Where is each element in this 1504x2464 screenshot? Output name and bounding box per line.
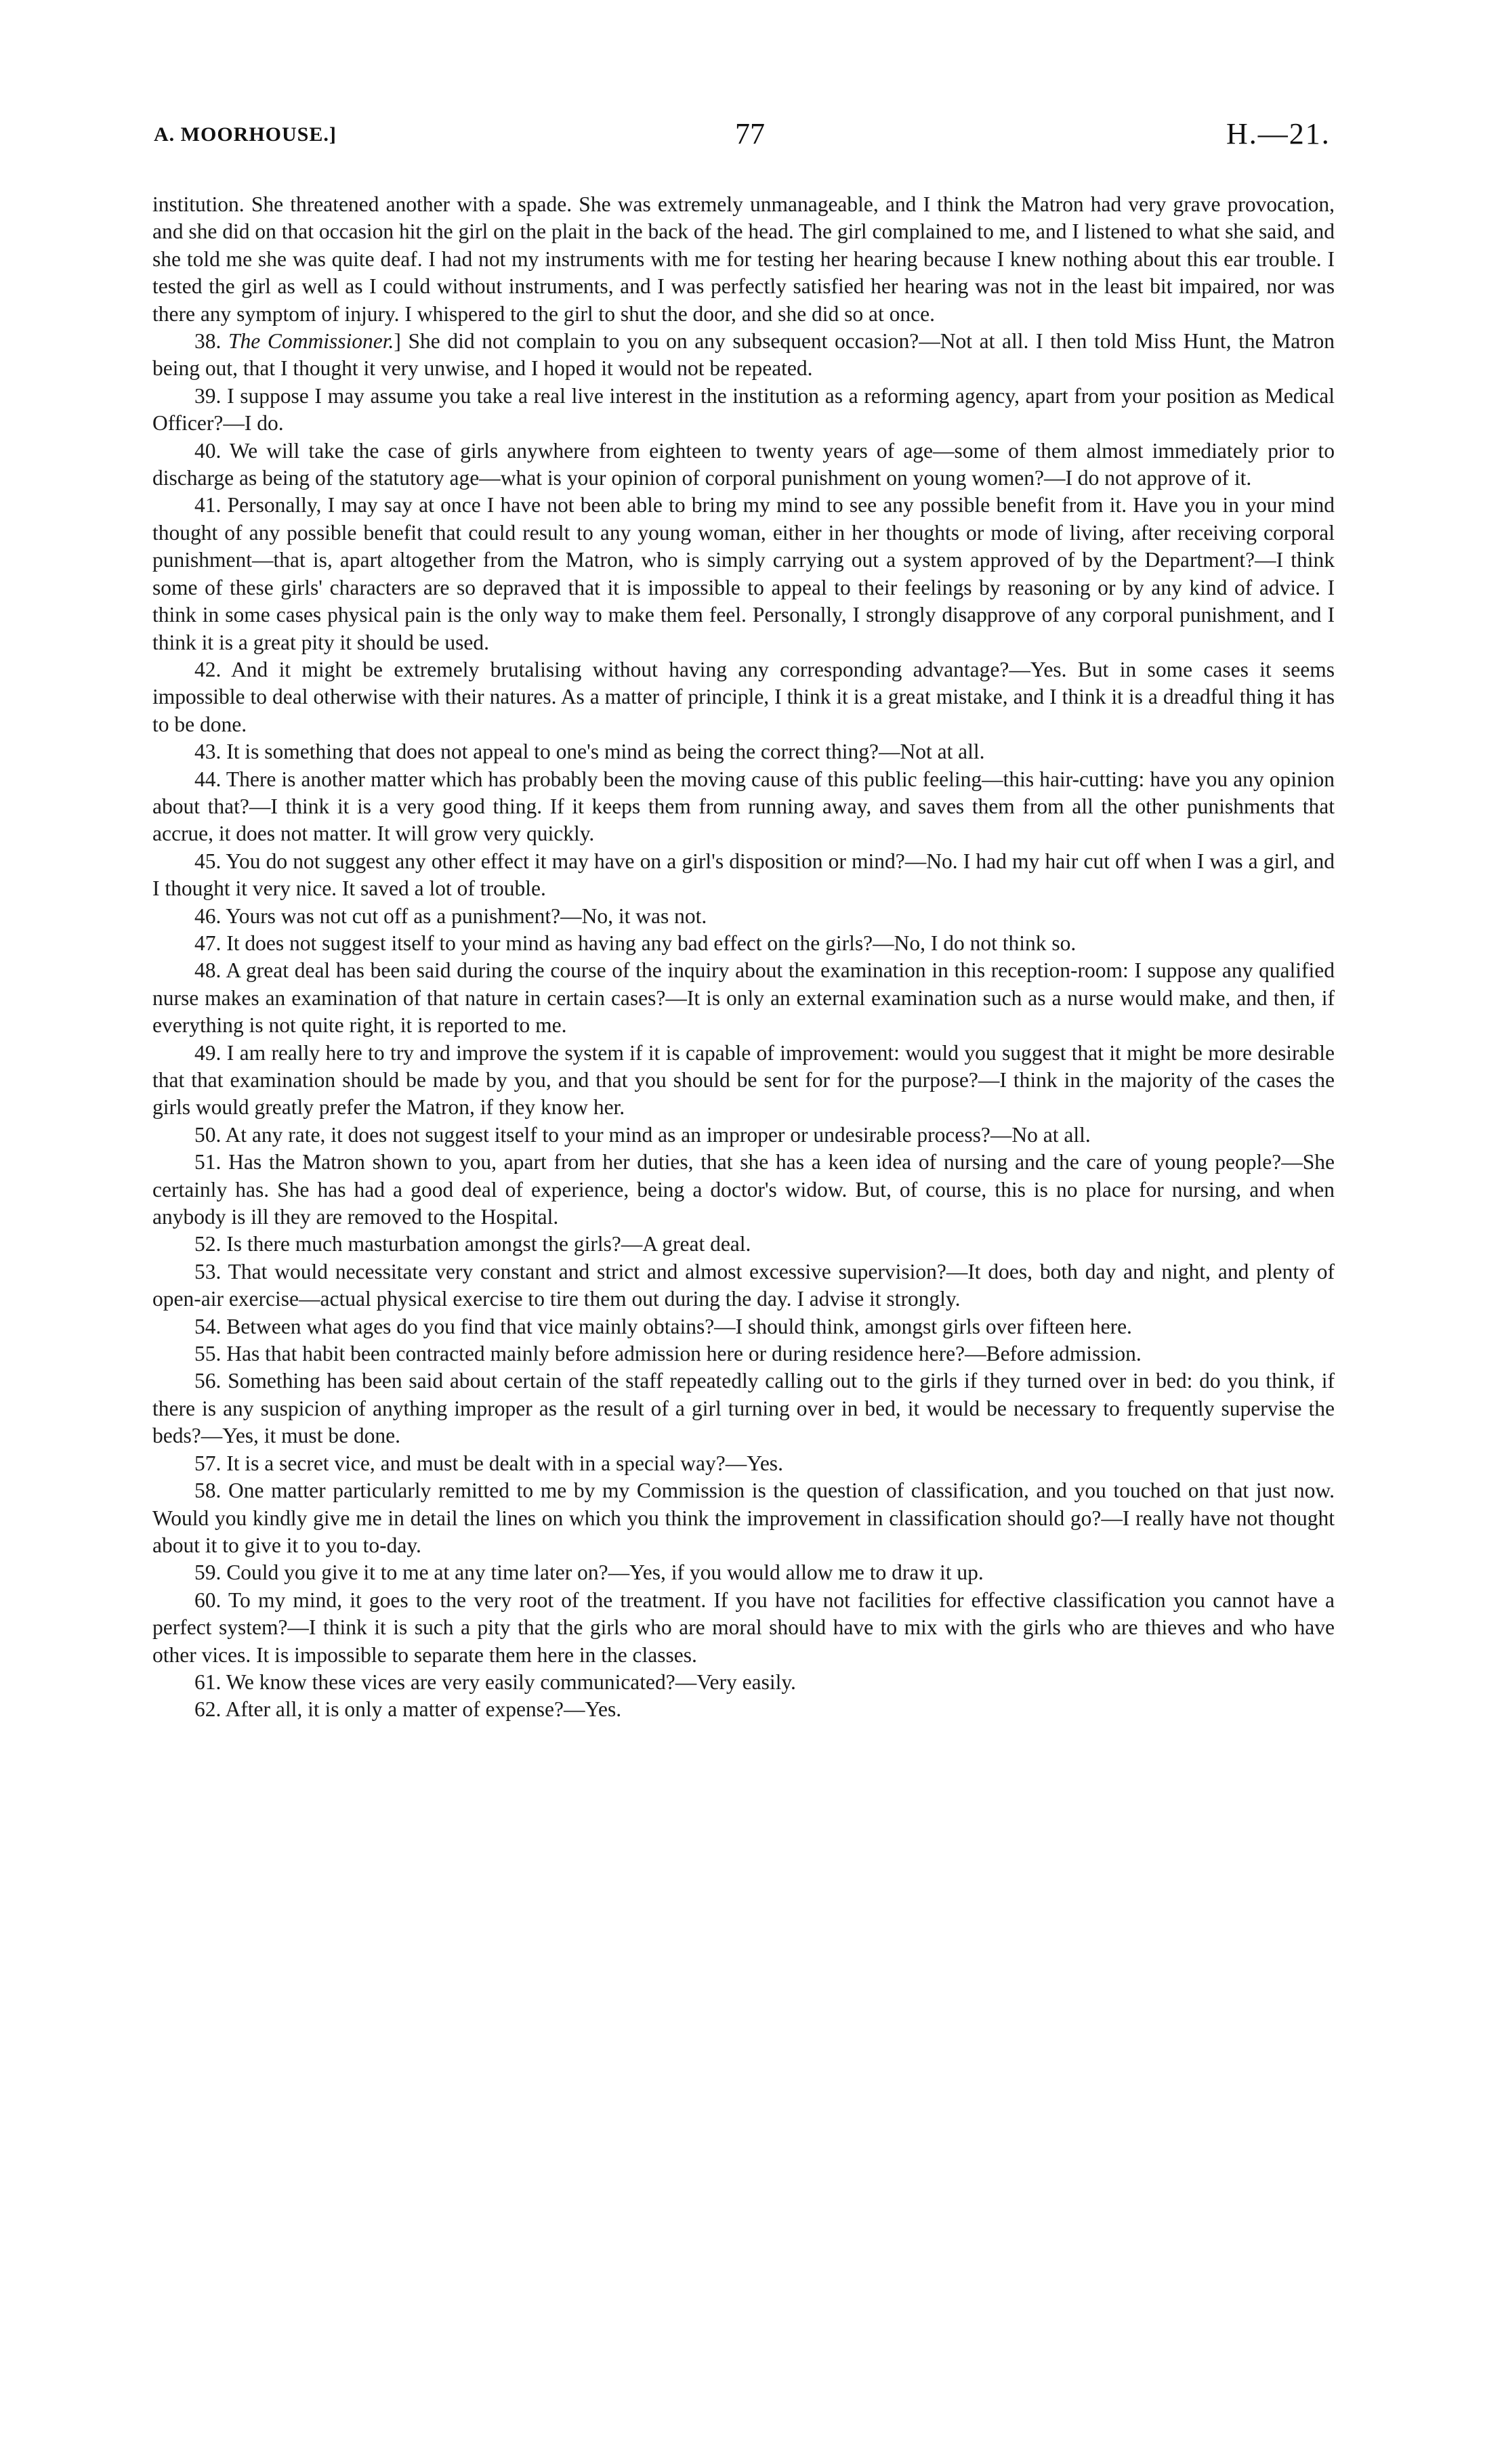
question-number: 46. [194,904,222,928]
paragraph-57: 57. It is a secret vice, and must be dealt with in a special way?—Yes. [194,1451,783,1475]
paragraph-62: 62. After all, it is only a matter of expense?—Yes. [194,1697,622,1722]
question-number: 41. [194,493,222,517]
question-number: 44. [194,767,222,791]
paragraph-46: 46. Yours was not cut off as a punishment?—No, it was not. [194,904,707,928]
question-number: 48. [194,958,222,983]
paragraph-54: 54. Between what ages do you find that vice mainly obtains?—I should think, amongst girls over fifteen here. [194,1314,1132,1338]
paragraph-45: 45. You do not suggest any other effect it may have on a girl's disposition or mind?—No. I had my hair cut off when I was a girl, and I thought it very nice. It saved a lot of trouble. [152,849,1335,901]
question-number: 58. [194,1479,222,1503]
question-number: 53. [194,1259,222,1283]
question-number: 40. [194,438,222,463]
paragraph-61: 61. We know these vices are very easily communicated?—Very easily. [194,1670,796,1694]
paragraph-59: 59. Could you give it to me at any time later on?—Yes, if you would allow me to draw it up. [194,1560,984,1585]
paragraph-41: 41. Personally, I may say at once I have not been able to bring my mind to see any possible benefit from it. Have you in your mind thought of any possible benefit that could result to any young woman, either in her thoughts or mode of living, after receiving corporal punishment—that is, apart altogether from the Matron, who is simply carrying out a system approved of by the Department?—I think some of these girls' characters are so depraved that it is impossible to appeal to their feelings by reasoning or by any kind of advice. I think in some cases physical pain is the only way to make them feel. Personally, I strongly disapprove of any corporal punishment, and I think it is a great pity it should be used. [152,493,1335,654]
question-number: 51. [194,1150,222,1174]
paragraph-52: 52. Is there much masturbation amongst the girls?—A great deal. [194,1232,751,1256]
paragraph-42: 42. And it might be extremely brutalising without having any corresponding advantage?—Yes. But in some cases it seems impossible to deal otherwise with their natures. As a matter of principle, I think it is a great mistake, and I think it is a dreadful thing it has to be done. [152,657,1335,736]
paragraph-56: 56. Something has been said about certain of the staff repeatedly calling out to the girls if they turned over in bed: do you think, if there is any suspicion of anything improper as the result of a girl turning over in bed, it would be necessary to frequently supervise the beds?—Yes, it must be done. [152,1369,1335,1448]
question-number: 61. [194,1670,222,1694]
question-number: 42. [194,657,222,681]
question-number: 43. [194,740,222,764]
paragraph-50: 50. At any rate, it does not suggest itself to your mind as an improper or undesirable process?—No at all. [194,1122,1091,1147]
question-number: 57. [194,1451,222,1475]
testimony-body [152,191,1335,1724]
page-number: 77 [735,117,765,150]
paragraph-38: 38. The Commissioner.] She did not complain to you on any subsequent occasion?—Not at all. I then told Miss Hunt, the Matron being out, that I thought it very unwise, and I hoped it would not be repeated. [152,329,1335,381]
question-number: 38. [194,329,222,354]
paragraph-47: 47. It does not suggest itself to your mind as having any bad effect on the girls?—No, I do not think so. [194,931,1077,955]
speaker-label: The Commissioner. [228,329,394,354]
paragraph-44: 44. There is another matter which has probably been the moving cause of this public feeling—this hair-cutting: have you any opinion about that?—I think it is a very good thing. If it keeps them from running away, and saves them from all the other punishments that accrue, it does not matter. It will grow very quickly. [152,767,1335,846]
paragraph-49: 49. I am really here to try and improve the system if it is capable of improvement: would you suggest that it might be more desirable that that examination should be made by you, and that you should be sent for for the purpose?—I think in the majority of the cases the girls would greatly prefer the Matron, if they know her. [152,1040,1335,1120]
paragraph-58: 58. One matter particularly remitted to me by my Commission is the question of classification, and you touched on that just now. Would you kindly give me in detail the lines on which you think the improvement in classification should go?—I really have not thought about it to give it to you to-day. [152,1479,1335,1557]
question-number: 39. [194,383,222,408]
paragraph-51: 51. Has the Matron shown to you, apart from her duties, that she has a keen idea of nursing and the care of young people?—She certainly has. She has had a good deal of experience, being a doctor's widow. But, of course, this is no place for nursing, and when anybody is ill they are removed to the Hospital. [152,1150,1335,1229]
paragraph-60: 60. To my mind, it goes to the very root of the treatment. If you have not facilities for effective classification you cannot have a perfect system?—I think it is such a pity that the girls who are moral should have to mix with the girls who are thieves and who have other vices. It is impossible to separate them here in the classes. [152,1588,1335,1667]
paragraph-53: 53. That would necessitate very constant and strict and almost excessive supervision?—It does, both day and night, and plenty of open-air exercise—actual physical exercise to tire them out during the day. I advise it strongly. [152,1259,1335,1311]
question-number: 55. [194,1342,222,1366]
paragraph-continuation: institution. She threatened another with a spade. She was extremely unmanageable, and I think the Matron had very grave provocation, and she did on that occasion hit the girl on the plait in the back of the head. The girl complained to me, and I listened to what she said, and she told me she was quite deaf. I had not my instruments with me for testing her hearing because I knew nothing about this ear trouble. I tested the girl as well as I could without instruments, and I was perfectly satisfied her hearing was not in the least bit impaired, nor was there any symptom of injury. I whispered to the girl to shut the door, and she did so at once. [152,192,1335,326]
question-number: 56. [194,1369,222,1393]
paragraph-48: 48. A great deal has been said during the course of the inquiry about the examination in this reception-room: I suppose any qualified nurse makes an examination of that nature in certain cases?—It is only an external examination such as a nurse would make, and then, if everything is not quite right, it is reported to me. [152,958,1335,1038]
question-number: 45. [194,849,222,873]
question-number: 47. [194,931,222,955]
paragraph-40: 40. We will take the case of girls anywhere from eighteen to twenty years of age—some of them almost immediately prior to discharge as being of the statutory age—what is your opinion of corporal punishment on young women?—I do not approve of it. [152,438,1335,490]
question-number: 59. [194,1560,222,1585]
paragraph-43: 43. It is something that does not appeal to one's mind as being the correct thing?—Not at all. [194,740,985,764]
question-number: 50. [194,1122,222,1147]
question-number: 54. [194,1314,222,1338]
question-number: 62. [194,1697,222,1722]
document-reference: H.—21. [1226,117,1331,150]
question-number: 52. [194,1232,222,1256]
question-number: 49. [194,1040,222,1065]
question-number: 60. [194,1588,222,1612]
running-head-witness: A. MOORHOUSE.] [154,123,337,146]
paragraph-39: 39. I suppose I may assume you take a real live interest in the institution as a reforming agency, apart from your position as Medical Officer?—I do. [152,383,1335,436]
paragraph-55: 55. Has that habit been contracted mainly before admission here or during residence here?—Before admission. [194,1342,1142,1366]
